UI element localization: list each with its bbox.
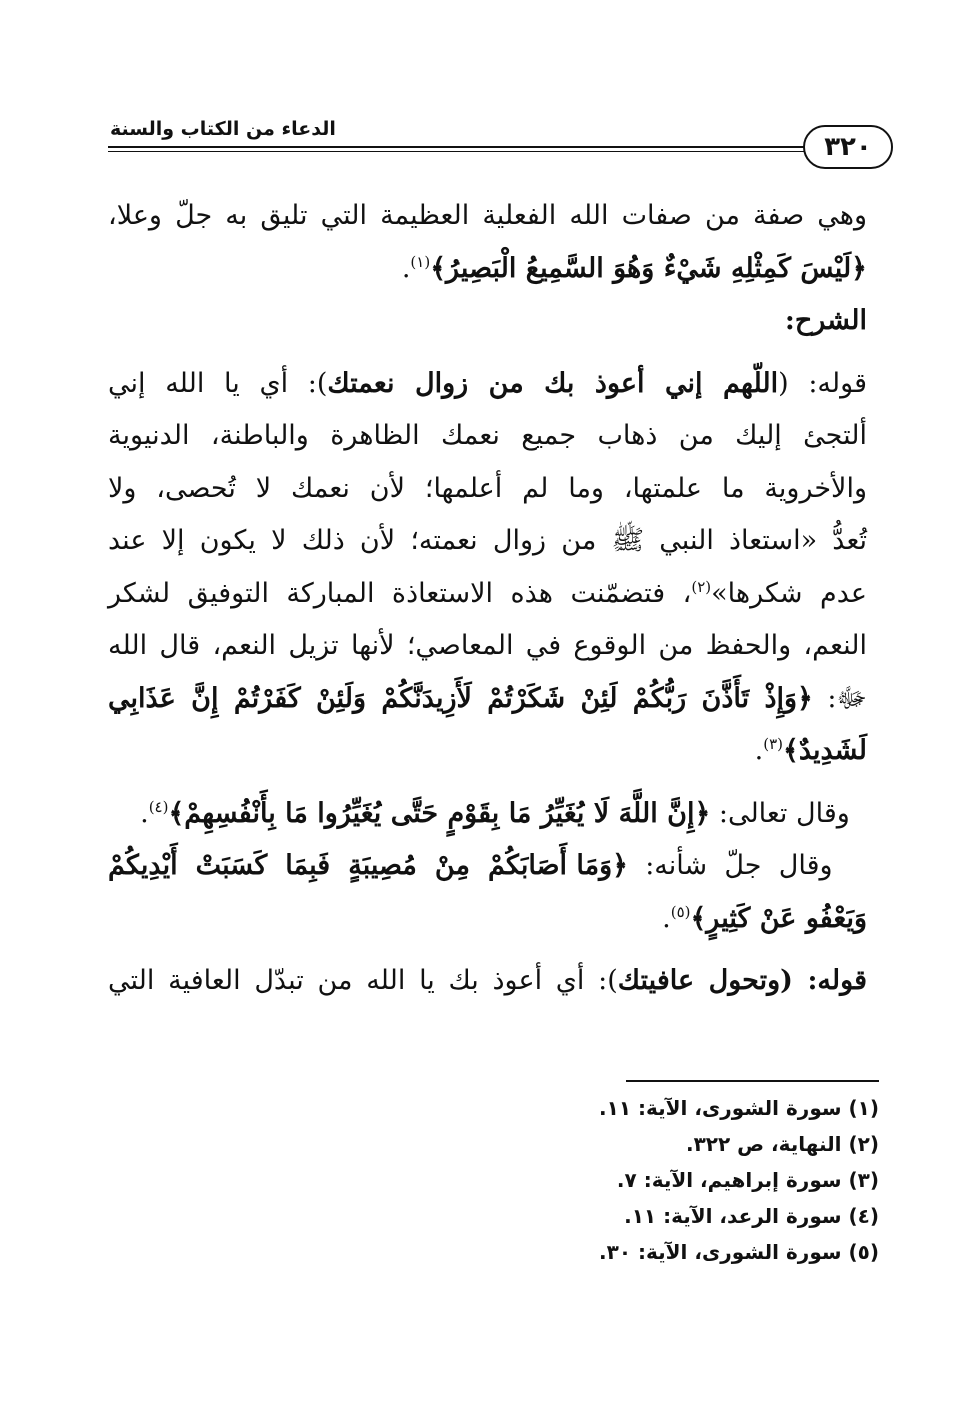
quran-quote: لَشَدِيدٌ﴾ xyxy=(783,735,867,766)
footnotes xyxy=(599,1090,879,1270)
footnote: (٥) سورة الشورى، الآية: ٣٠. xyxy=(599,1240,879,1264)
text-line: وقال تعالى: ﴿إِنَّ اللَّهَ لَا يُغَيِّرُ مَا بِقَوْمٍ حَتَّى يُغَيِّرُوا مَا بِأَنْفُسِهِمْ﴾$^{(٤)}$. xyxy=(140,797,850,829)
footnote-ref: (٥) xyxy=(670,902,691,921)
footnote-ref: (٣) xyxy=(763,735,783,753)
text-line: وهي صفة من صفات الله الفعلية العظيمة التي تليق به جلّ وعلا، xyxy=(108,200,867,231)
footnote: (٤) سورة الرعد، الآية: ١١. xyxy=(624,1204,879,1228)
footnote-separator xyxy=(626,1080,879,1082)
footnote: (٣) سورة إبراهيم، الآية: ٧. xyxy=(616,1168,879,1192)
header-rule xyxy=(108,146,867,148)
text-line: النعم، والحفظ من الوقوع في المعاصي؛ لأنها تزيل النعم، قال الله xyxy=(108,630,867,661)
hadith-phrase: اللّهم إني أعوذ بك من زوال نعمتك xyxy=(327,367,779,399)
running-header-title: الدعاء من الكتاب والسنة xyxy=(110,118,336,140)
header-rule-thin xyxy=(108,151,867,152)
text-line: عدم شكرها»$^{(٢)}$، فتضمّنت هذه الاستعاذة المباركة التوفيق لشكر xyxy=(108,577,867,609)
quran-quote: ﴿وَمَا أَصَابَكُمْ مِنْ مُصِيبَةٍ فَبِمَا كَسَبَتْ أَيْدِيكُمْ xyxy=(108,850,628,881)
footnote: (٢) النهاية، ص ٣٢٢. xyxy=(685,1132,879,1156)
text-line: تُعدُّ «استعاذ النبي ﷺ من زوال نعمته؛ لأن ذلك لا يكون إلا عند xyxy=(108,525,867,556)
text-line: وقال جلّ شأنه: ﴿وَمَا أَصَابَكُمْ مِنْ مُصِيبَةٍ فَبِمَا كَسَبَتْ أَيْدِيكُمْ xyxy=(108,850,833,881)
quran-quote: ﴿إِنَّ اللَّهَ لَا يُغَيِّرُ مَا بِقَوْمٍ حَتَّى يُغَيِّرُوا مَا بِأَنْفُسِهِمْ﴾ xyxy=(168,797,711,829)
footnote: (١) سورة الشورى، الآية: ١١. xyxy=(599,1096,879,1120)
quran-quote: وَيَعْفُو عَنْ كَثِيرٍ﴾ xyxy=(690,902,867,934)
text-line: ﴿لَيْسَ كَمِثْلِهِ شَيْءٌ وَهُوَ السَّمِيعُ الْبَصِيرُ﴾$^{(١)}$. xyxy=(401,252,867,284)
text-line: لَشَدِيدٌ﴾$^{(٣)}$. xyxy=(754,735,867,766)
hadith-phrase: وتحول عافيتك xyxy=(617,965,781,996)
text-line: وَيَعْفُو عَنْ كَثِيرٍ﴾$^{(٥)}$. xyxy=(662,902,867,934)
page-number: ٣٢٠ xyxy=(803,125,893,169)
quran-quote: ﴿لَيْسَ كَمِثْلِهِ شَيْءٌ وَهُوَ السَّمِيعُ الْبَصِيرُ﴾ xyxy=(430,252,867,284)
main-text xyxy=(108,190,867,1008)
text-line: قوله: (وتحول عافيتك): أي أعوذ بك يا الله من تبدّل العافية التي xyxy=(108,965,867,996)
footnote-ref: (٢) xyxy=(691,577,712,596)
footnote-ref: (١) xyxy=(410,252,431,271)
footnote-ref: (٤) xyxy=(148,797,169,816)
text-line: ﷻ: ﴿وَإِذْ تَأَذَّنَ رَبُّكُمْ لَئِنْ شَكَرْتُمْ لَأَزِيدَنَّكُمْ وَلَئِنْ كَفَرْتُمْ إِنَّ عَذَابِي xyxy=(108,682,867,714)
text-line: ألتجئ إليك من ذهاب جميع نعمك الظاهرة والباطنة، الدنيوية xyxy=(108,420,867,451)
section-heading: الشرح: xyxy=(784,305,867,336)
text-line: قوله: (اللّهم إني أعوذ بك من زوال نعمتك): أي يا الله إني xyxy=(108,367,867,399)
text-line: والأخروية ما علمتها، وما لم أعلمها؛ لأن نعمك لا تُحصى، ولا xyxy=(108,472,867,504)
quran-quote: ﴿وَإِذْ تَأَذَّنَ رَبُّكُمْ لَئِنْ شَكَرْتُمْ لَأَزِيدَنَّكُمْ وَلَئِنْ كَفَرْتُمْ إِنَّ عَذَابِي xyxy=(108,682,813,714)
